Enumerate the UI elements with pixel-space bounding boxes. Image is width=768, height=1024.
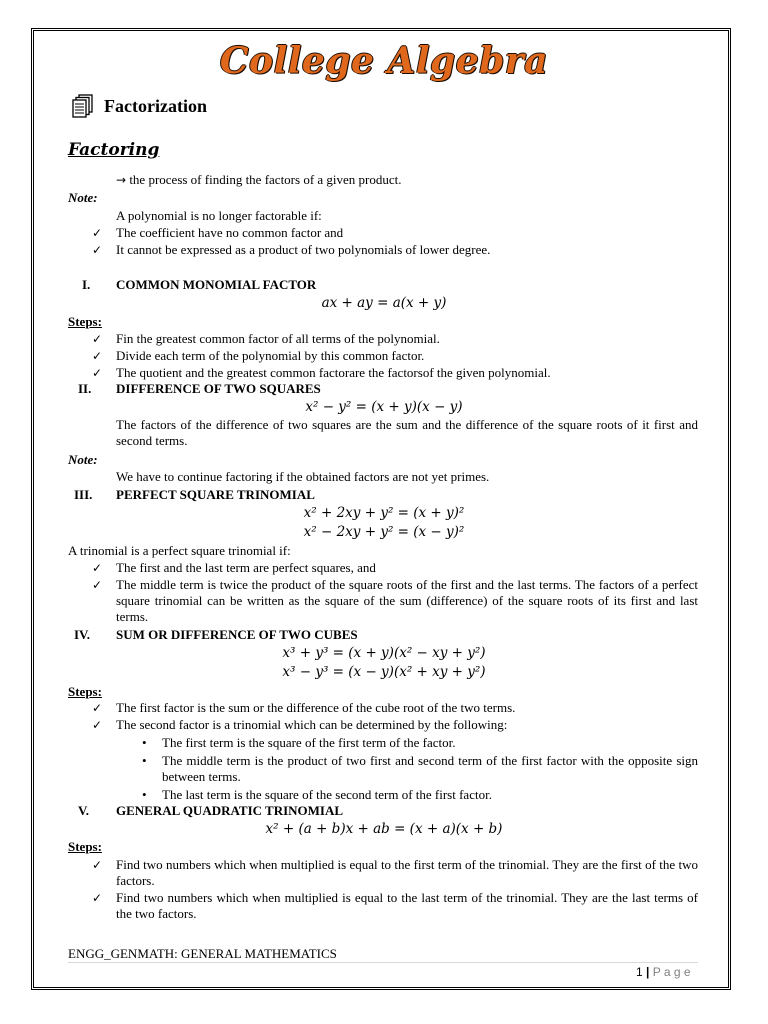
formula: x² − y² = (x + y)(x − y) <box>305 399 463 415</box>
page-label: P a g e <box>652 965 691 979</box>
steps-label: Steps: <box>68 314 102 329</box>
paragraph: A trinomial is a perfect square trinomial if: <box>68 543 291 558</box>
check-icon: ✓ <box>92 332 103 346</box>
formula: ax + ay = a(x + y) <box>321 295 447 311</box>
formula: x³ + y³ = (x + y)(x² − xy + y²) <box>282 645 486 661</box>
check-icon: ✓ <box>92 366 103 380</box>
note-intro: A polynomial is no longer factorable if: <box>116 208 322 223</box>
topic-heading: DIFFERENCE OF TWO SQUARES <box>116 381 321 396</box>
list-item: Find two numbers which when multiplied is equal to the last term of the trinomial. They are the last terms of the two factors. <box>116 890 698 921</box>
topic-numeral: IV. <box>74 627 91 642</box>
topic-heading: GENERAL QUADRATIC TRINOMIAL <box>116 803 344 818</box>
list-item: The second factor is a trinomial which can be determined by the following: <box>116 717 508 732</box>
list-item: Fin the greatest common factor of all terms of the polynomial. <box>116 331 440 346</box>
check-icon: ✓ <box>92 561 103 575</box>
topic-heading: SUM OR DIFFERENCE OF TWO CUBES <box>116 627 358 642</box>
arrow-right-icon: → <box>116 173 127 187</box>
list-item: The first and the last term are perfect squares, and <box>116 560 376 575</box>
subheading: Factoring <box>68 140 160 160</box>
bullet-icon: • <box>142 735 147 750</box>
check-icon: ✓ <box>92 226 103 240</box>
check-icon: ✓ <box>92 578 103 592</box>
topic-numeral: V. <box>78 803 89 818</box>
check-icon: ✓ <box>92 858 103 872</box>
formula: x² − 2xy + y² = (x − y)² <box>303 524 465 540</box>
page-number <box>636 965 691 979</box>
list-item: It cannot be expressed as a product of two polynomials of lower degree. <box>116 242 491 257</box>
bullet-icon: • <box>142 787 147 802</box>
check-icon: ✓ <box>92 243 103 257</box>
list-item: The middle term is twice the product of the square roots of the first and the last terms. The factors of a perfect square trinomial can be written as the square of the sum (difference) of the square roots of its first and last terms. <box>116 577 698 624</box>
definition-text: the process of finding the factors of a given product. <box>129 172 402 187</box>
page-number-value: 1 <box>636 965 643 979</box>
list-item: Find two numbers which when multiplied is equal to the first term of the trinomial. They are the first of the two factors. <box>116 857 698 888</box>
bullet-icon: • <box>142 753 147 768</box>
formula: x² + 2xy + y² = (x + y)² <box>303 505 465 521</box>
paragraph: The factors of the difference of two squares are the sum and the difference of the square roots of it first and second terms. <box>116 417 698 448</box>
check-icon: ✓ <box>92 701 103 715</box>
definition-line <box>116 172 402 188</box>
topic-heading: COMMON MONOMIAL FACTOR <box>116 277 317 292</box>
note-text: We have to continue factoring if the obtained factors are not yet primes. <box>116 469 490 484</box>
steps-label: Steps: <box>68 839 102 854</box>
topic-heading: PERFECT SQUARE TRINOMIAL <box>116 487 315 502</box>
topic-numeral: I. <box>82 277 91 292</box>
list-item: Divide each term of the polynomial by this common factor. <box>116 348 425 363</box>
check-icon: ✓ <box>92 891 103 905</box>
footer-course: ENGG_GENMATH: GENERAL MATHEMATICS <box>68 946 337 961</box>
topic-numeral: III. <box>74 487 93 502</box>
topic-numeral: II. <box>78 381 92 396</box>
page-number-separator: | <box>646 965 650 979</box>
note-label: Note: <box>68 190 98 205</box>
note-label: Note: <box>68 452 98 467</box>
list-item: The first term is the square of the first term of the factor. <box>162 735 456 750</box>
formula: x³ − y³ = (x − y)(x² + xy + y²) <box>282 664 486 680</box>
list-item: The middle term is the product of two first and second term of the first factor with the opposite sign between terms. <box>162 753 698 784</box>
documents-icon <box>72 94 94 118</box>
check-icon: ✓ <box>92 718 103 732</box>
footer-divider <box>68 962 698 963</box>
list-item: The coefficient have no common factor and <box>116 225 344 240</box>
section-title: Factorization <box>104 96 207 116</box>
list-item: The quotient and the greatest common factorare the factorsof the given polynomial. <box>116 365 551 380</box>
steps-label: Steps: <box>68 684 102 699</box>
formula: x² + (a + b)x + ab = (x + a)(x + b) <box>265 821 503 837</box>
check-icon: ✓ <box>92 349 103 363</box>
list-item: The last term is the square of the second term of the first factor. <box>162 787 492 802</box>
document-title: College Algebra <box>219 40 549 82</box>
list-item: The first factor is the sum or the difference of the cube root of the two terms. <box>116 700 516 715</box>
